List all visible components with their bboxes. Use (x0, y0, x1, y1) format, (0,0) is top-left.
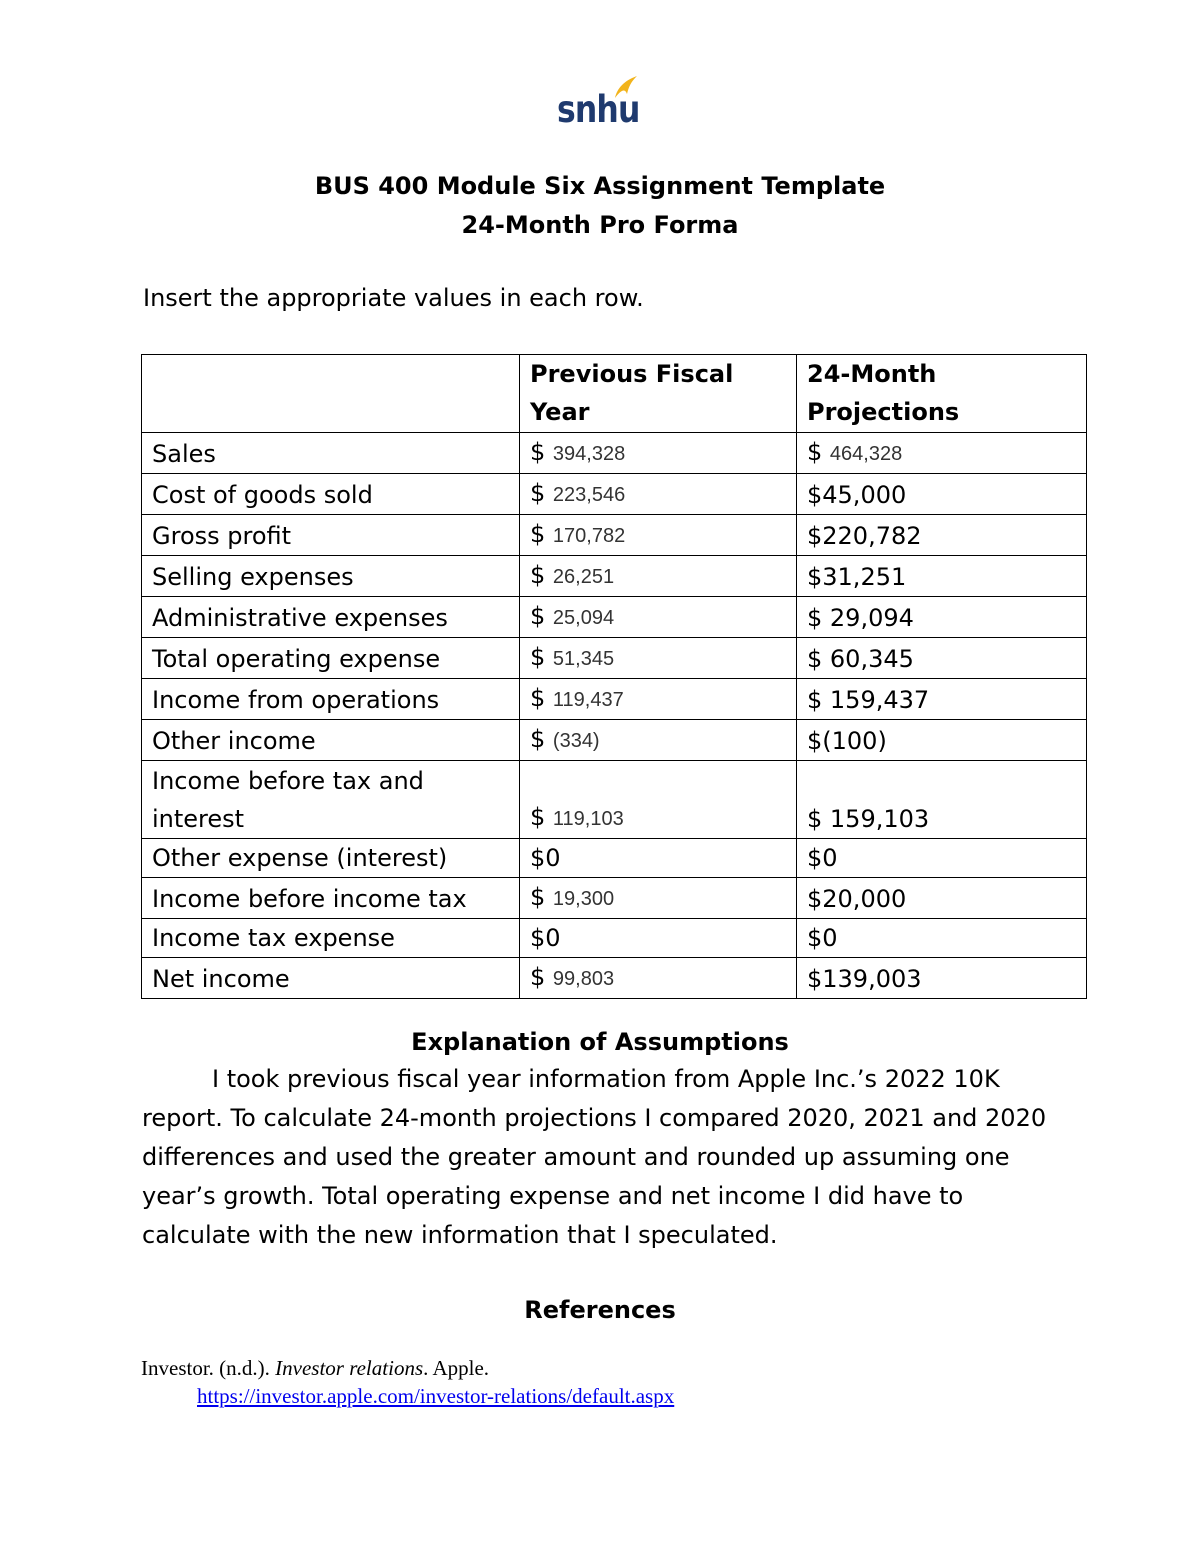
currency-symbol: $ (530, 438, 553, 466)
row-label: Administrative expenses (142, 597, 520, 638)
previous-year-value: $0 (520, 919, 797, 958)
reference-link[interactable]: https://investor.apple.com/investor-relations/default.aspx (197, 1384, 675, 1408)
instruction-text: Insert the appropriate values in each row. (143, 284, 644, 312)
currency-symbol: $ (530, 684, 553, 712)
table-row (142, 839, 1087, 878)
projection-value: $(100) (797, 720, 1087, 761)
projection-value: $31,251 (797, 556, 1087, 597)
table-row (142, 433, 1087, 474)
projection-value: $45,000 (797, 474, 1087, 515)
row-label: Gross profit (142, 515, 520, 556)
table-row (142, 761, 1087, 839)
row-label: Other expense (interest) (142, 839, 520, 878)
currency-symbol: $ (530, 561, 553, 589)
projection-value: $ 60,345 (797, 638, 1087, 679)
row-label: Total operating expense (142, 638, 520, 679)
row-label: Other income (142, 720, 520, 761)
currency-symbol: $ (530, 602, 553, 630)
header-cell-empty (142, 355, 520, 433)
reference-publisher: . Apple. (423, 1356, 490, 1380)
cell-value: 223,546 (552, 484, 626, 506)
cell-value: 51,345 (552, 648, 615, 670)
row-label: Sales (142, 433, 520, 474)
reference-title: Investor relations (275, 1356, 424, 1380)
currency-symbol: $ (530, 883, 553, 911)
pro-forma-table (141, 354, 1087, 999)
cell-value: 464,328 (829, 443, 903, 465)
cell-value: 119,103 (552, 808, 624, 830)
previous-year-value (520, 515, 797, 556)
currency-symbol: $ (530, 479, 553, 507)
table-row (142, 597, 1087, 638)
cell-value: 170,782 (552, 525, 626, 547)
projection-value: $ 159,103 (797, 761, 1087, 839)
previous-year-value (520, 761, 797, 839)
cell-value: 119,437 (552, 689, 624, 711)
cell-value: 25,094 (552, 607, 615, 629)
previous-year-value (520, 720, 797, 761)
previous-year-value: $0 (520, 839, 797, 878)
projection-value: $220,782 (797, 515, 1087, 556)
row-label: Income before tax and interest (142, 761, 520, 839)
row-label: Net income (142, 958, 520, 999)
projection-value: $ 29,094 (797, 597, 1087, 638)
projection-value: $ 159,437 (797, 679, 1087, 720)
references-heading: References (524, 1296, 676, 1324)
page-subtitle: 24-Month Pro Forma (461, 211, 739, 239)
previous-year-value (520, 556, 797, 597)
row-label: Income tax expense (142, 919, 520, 958)
previous-year-value (520, 679, 797, 720)
row-label: Income from operations (142, 679, 520, 720)
explanation-paragraph: I took previous fiscal year information from Apple Inc.’s 2022 10K report. To calculate 24-month projections I compared 2020, 2021 and 2020 differences and used the greater amount and rounded up assuming one year’s growth. Total operating expense and net income I did have to calculate with the new information that I speculated. (142, 1065, 1047, 1249)
cell-value: 99,803 (552, 968, 615, 990)
previous-year-value (520, 597, 797, 638)
cell-value: 394,328 (552, 443, 626, 465)
projection-value: $139,003 (797, 958, 1087, 999)
previous-year-value (520, 433, 797, 474)
currency-symbol: $ (530, 725, 553, 753)
reference-entry (141, 1354, 1071, 1410)
previous-year-value (520, 958, 797, 999)
row-label: Income before income tax (142, 878, 520, 919)
table-row (142, 474, 1087, 515)
currency-symbol: $ (530, 643, 553, 671)
currency-symbol: $ (530, 803, 553, 831)
table-header-row (142, 355, 1087, 433)
cell-value: 26,251 (552, 566, 615, 588)
currency-symbol: $ (530, 963, 553, 991)
cell-value: 19,300 (552, 888, 615, 910)
header-cell-previous: Previous Fiscal Year (520, 355, 797, 433)
row-label: Cost of goods sold (142, 474, 520, 515)
currency-symbol: $ (530, 520, 553, 548)
table-row (142, 679, 1087, 720)
snhu-logo (553, 74, 643, 134)
projection-value: $20,000 (797, 878, 1087, 919)
table-row (142, 878, 1087, 919)
table-row (142, 515, 1087, 556)
currency-symbol: $ (807, 438, 830, 466)
table-row (142, 958, 1087, 999)
previous-year-value (520, 474, 797, 515)
logo-text: snhu (557, 88, 640, 131)
reference-author: Investor. (n.d.). (141, 1356, 276, 1380)
row-label: Selling expenses (142, 556, 520, 597)
previous-year-value (520, 638, 797, 679)
table-row (142, 919, 1087, 958)
previous-year-value (520, 878, 797, 919)
table-row (142, 638, 1087, 679)
table-row (142, 556, 1087, 597)
page-title: BUS 400 Module Six Assignment Template (314, 172, 886, 200)
header-cell-projections: 24-Month Projections (797, 355, 1087, 433)
projection-value: $0 (797, 919, 1087, 958)
table-row (142, 720, 1087, 761)
projection-value: $0 (797, 839, 1087, 878)
projection-value (797, 433, 1087, 474)
cell-value: (334) (552, 730, 600, 752)
explanation-heading: Explanation of Assumptions (411, 1028, 789, 1056)
